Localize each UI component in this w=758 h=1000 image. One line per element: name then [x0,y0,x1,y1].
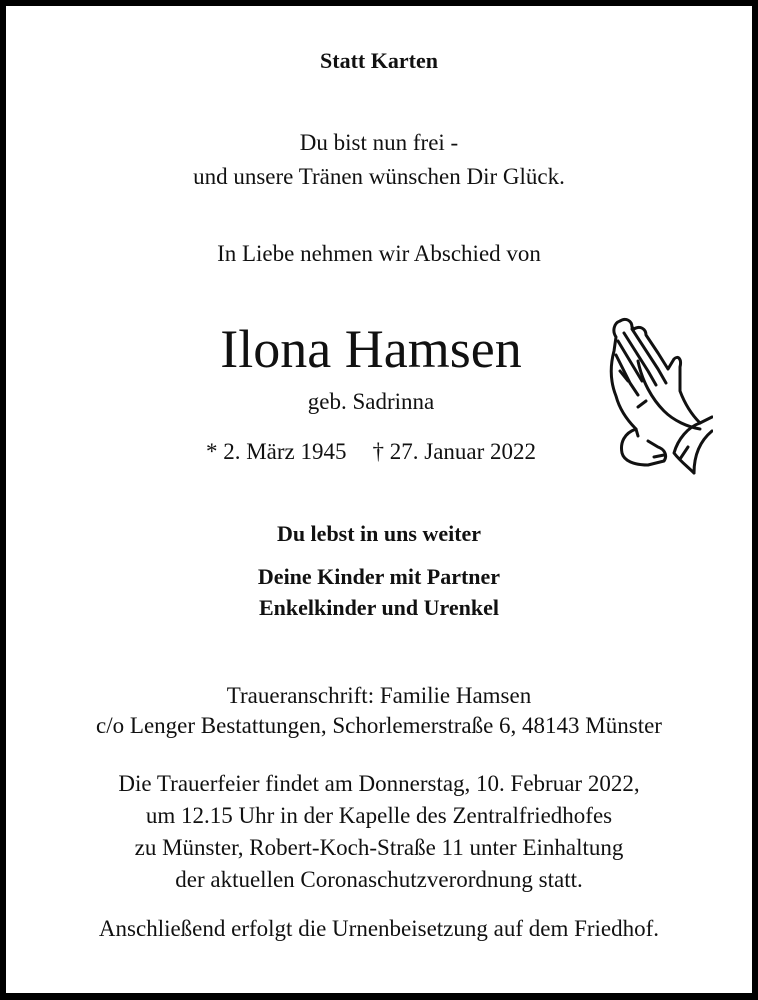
mourners-motto: Du lebst in uns weiter [276,521,482,546]
maiden-name: geb. Sadrinna [307,389,435,414]
mourners-line-2: Enkelkinder und Urenkel [258,595,500,620]
intro-text: In Liebe nehmen wir Abschied von [217,241,541,266]
service-info-line-2: um 12.15 Uhr in der Kapelle des Zentralfriedhofes [145,803,613,828]
obituary-notice [6,6,752,993]
birth-date: * 2. März 1945 [205,439,347,464]
closing-text: Anschließend erfolgt die Urnenbeisetzung auf dem Friedhof. [98,916,660,941]
mourners-line-1: Deine Kinder mit Partner [257,564,501,589]
deceased-name: Ilona Hamsen [220,319,522,379]
verse-line-1: Du bist nun frei - [299,130,459,155]
service-info-line-1: Die Trauerfeier findet am Donnerstag, 10. Februar 2022, [118,771,640,796]
praying-hands-icon [608,311,713,476]
mourning-address-line-1: Traueranschrift: Familie Hamsen [226,683,532,708]
death-date: † 27. Januar 2022 [372,439,537,464]
service-info-line-3: zu Münster, Robert-Koch-Straße 11 unter Einhaltung [134,835,624,860]
verse-line-2: und unsere Tränen wünschen Dir Glück. [193,164,565,189]
notice-header: Statt Karten [320,48,438,73]
service-info-line-4: der aktuellen Coronaschutzverordnung statt. [175,867,583,892]
mourning-address-line-2: c/o Lenger Bestattungen, Schorlemerstraße 6, 48143 Münster [96,713,662,738]
